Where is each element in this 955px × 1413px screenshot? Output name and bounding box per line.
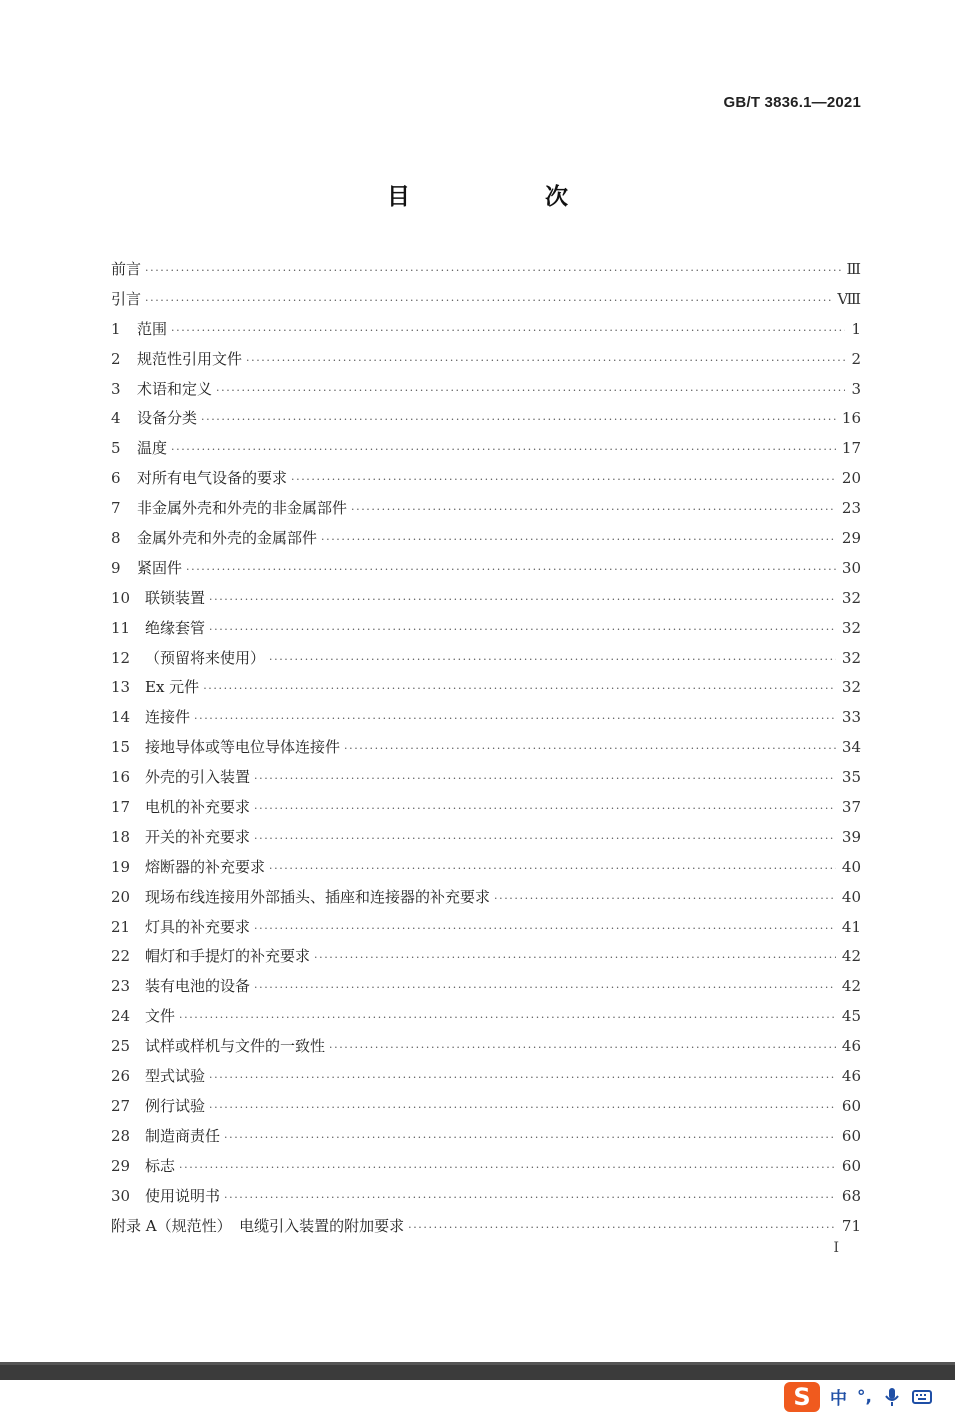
standard-code: GB/T 3836.1—2021	[723, 94, 861, 111]
toc-leader-dots	[408, 1213, 836, 1243]
toc-entry[interactable]	[111, 1212, 861, 1242]
toc-entry-page: 60	[841, 1156, 861, 1175]
toc-entry-label: 附录 A（规范性） 电缆引入装置的附加要求	[111, 1216, 405, 1235]
toc-entry[interactable]	[111, 972, 861, 1002]
toc-entry-label: 灯具的补充要求	[145, 917, 251, 936]
toc-entry-label: 文件	[145, 1007, 176, 1026]
toc-entry-label: 试样或样机与文件的一致性	[145, 1037, 326, 1056]
toc-entry[interactable]	[111, 315, 861, 345]
toc-entry[interactable]	[111, 404, 861, 434]
toc-entry[interactable]	[111, 853, 861, 883]
toc-entry[interactable]	[111, 703, 861, 733]
toc-entry-number: 25	[111, 1037, 131, 1056]
toc-entry-number: 27	[111, 1096, 131, 1115]
toc-leader-dots	[224, 1123, 836, 1153]
toc-entry[interactable]	[111, 942, 861, 972]
toc-entry-number: 28	[111, 1126, 131, 1145]
toc-leader-dots	[209, 615, 836, 645]
toc-entry-label: 温度	[137, 439, 168, 458]
toc-entry-number: 5	[111, 439, 121, 458]
toc-entry-number: 29	[111, 1156, 131, 1175]
toc-entry-page: 32	[841, 588, 861, 607]
toc-leader-dots	[179, 1003, 836, 1033]
toc-entry-number: 1	[111, 319, 121, 338]
toc-entry-label: Ex 元件	[145, 678, 200, 697]
toc-leader-dots	[254, 973, 836, 1003]
toc-entry[interactable]	[111, 823, 861, 853]
toc-entry-label: 引言	[111, 289, 142, 308]
toc-leader-dots	[209, 585, 836, 615]
toc-leader-dots	[254, 824, 836, 854]
toc-leader-dots	[201, 405, 836, 435]
toc-entry-number: 23	[111, 977, 131, 996]
toc-entry[interactable]	[111, 793, 861, 823]
toc-entry-label: 金属外壳和外壳的金属部件	[137, 529, 318, 548]
toc-entry-label: 连接件	[145, 708, 191, 727]
toc-entry-page: 2	[851, 349, 861, 368]
toc-entry-number: 14	[111, 708, 131, 727]
toc-entry[interactable]	[111, 375, 861, 405]
toc-entry[interactable]	[111, 733, 861, 763]
toc-leader-dots	[216, 376, 845, 406]
toc-entry-number: 16	[111, 768, 131, 787]
toc-entry[interactable]	[111, 255, 861, 285]
toc-leader-dots	[194, 704, 836, 734]
toc-entry[interactable]	[111, 434, 861, 464]
toc-entry-label: 绝缘套管	[145, 618, 206, 637]
toc-leader-dots	[186, 555, 836, 585]
toc-entry-number: 10	[111, 588, 131, 607]
toc-entry-page: 29	[841, 529, 861, 548]
toc-entry-number: 19	[111, 857, 131, 876]
toc-entry-page: 32	[841, 678, 861, 697]
toc-entry-number: 8	[111, 529, 121, 548]
toc-entry-page: 40	[841, 857, 861, 876]
toc-entry-page: 40	[841, 887, 861, 906]
toc-entry-number: 17	[111, 798, 131, 817]
toc-leader-dots	[254, 914, 836, 944]
toc-entry-label: 标志	[145, 1156, 176, 1175]
toc-leader-dots	[246, 346, 845, 376]
toc-entry-label: 电机的补充要求	[145, 798, 251, 817]
toc-entry-label: 帽灯和手提灯的补充要求	[145, 947, 311, 966]
toc-entry[interactable]	[111, 524, 861, 554]
toc-entry[interactable]	[111, 913, 861, 943]
toc-entry-page: 71	[841, 1216, 861, 1235]
toc-entry-page: Ⅷ	[837, 289, 861, 308]
toc-entry-page: 60	[841, 1096, 861, 1115]
toc-leader-dots	[179, 1153, 836, 1183]
toc-leader-dots	[171, 316, 845, 346]
toc-entry-number: 21	[111, 917, 131, 936]
toc-entry-label: 非金属外壳和外壳的非金属部件	[137, 499, 348, 518]
toc-entry[interactable]	[111, 1092, 861, 1122]
toc-entry[interactable]	[111, 1122, 861, 1152]
toc-entry-page: 41	[841, 917, 861, 936]
toc-leader-dots	[203, 674, 836, 704]
toc-entry-label: 规范性引用文件	[137, 349, 243, 368]
toc-leader-dots	[209, 1063, 836, 1093]
toc-entry[interactable]	[111, 584, 861, 614]
toc-entry-page: 23	[841, 499, 861, 518]
toc-entry-page: 37	[841, 798, 861, 817]
toc-entry-page: 16	[841, 409, 861, 428]
toc-entry-number: 22	[111, 947, 131, 966]
ime-mode-toggle[interactable]: 中	[830, 1389, 847, 1409]
toc-entry[interactable]	[111, 614, 861, 644]
toc-entry-label: 接地导体或等电位导体连接件	[145, 738, 341, 757]
toc-leader-dots	[494, 884, 836, 914]
toc-entry-page: Ⅲ	[846, 260, 861, 278]
toc-entry-number: 15	[111, 738, 131, 757]
toc-entry-number: 26	[111, 1067, 131, 1086]
toc-entry-page: 42	[841, 947, 861, 966]
toc-entry-label: 前言	[111, 260, 142, 278]
toc-entry-number: 3	[111, 379, 121, 398]
toc-entry-number: 9	[111, 558, 121, 577]
toc-entry-number: 4	[111, 409, 121, 428]
toc-leader-dots	[291, 465, 836, 495]
toc-entry-number: 13	[111, 678, 131, 697]
toc-entry-page: 32	[841, 618, 861, 637]
viewer-bottom-bar	[0, 1362, 955, 1380]
toc-leader-dots	[209, 1093, 836, 1123]
toc-entry-label: 联锁装置	[145, 588, 206, 607]
toc-entry-label: 装有电池的设备	[145, 977, 251, 996]
toc-entry[interactable]	[111, 1062, 861, 1092]
toc-entry-label: 使用说明书	[145, 1186, 221, 1205]
toc-leader-dots	[145, 286, 831, 316]
toc-entry[interactable]	[111, 763, 861, 793]
toc-entry-label: 范围	[137, 319, 168, 338]
toc-leader-dots	[145, 256, 841, 286]
toc-entry[interactable]	[111, 554, 861, 584]
page-number: I	[833, 1240, 839, 1256]
toc-entry[interactable]	[111, 345, 861, 375]
toc-entry-label: 开关的补充要求	[145, 827, 251, 846]
toc-leader-dots	[314, 943, 836, 973]
toc-leader-dots	[344, 734, 836, 764]
keyboard-icon[interactable]	[912, 1387, 932, 1407]
toc-entry-label: 外壳的引入装置	[145, 768, 251, 787]
toc-entry-page: 35	[841, 768, 861, 787]
toc-entry-number: 2	[111, 349, 121, 368]
toc-entry-label: （预留将来使用）	[145, 648, 266, 667]
toc-entry-number: 6	[111, 469, 121, 488]
toc-entry-page: 34	[841, 738, 861, 757]
toc-entry-page: 33	[841, 708, 861, 727]
toc-entry[interactable]	[111, 644, 861, 674]
toc-entry-page: 60	[841, 1126, 861, 1145]
toc-entry[interactable]	[111, 673, 861, 703]
toc-entry-label: 术语和定义	[137, 379, 213, 398]
toc-leader-dots	[171, 435, 836, 465]
toc-entry-label: 制造商责任	[145, 1126, 221, 1145]
toc-entry[interactable]	[111, 464, 861, 494]
toc-leader-dots	[254, 794, 836, 824]
toc-leader-dots	[321, 525, 836, 555]
toc-entry[interactable]	[111, 494, 861, 524]
toc-entry-page: 30	[841, 558, 861, 577]
toc-title: 目 次	[387, 184, 624, 210]
toc-entry-label: 紧固件	[137, 558, 183, 577]
toc-entry-page: 46	[841, 1037, 861, 1056]
toc-entry-page: 42	[841, 977, 861, 996]
toc-entry-number: 30	[111, 1186, 131, 1205]
toc-entry[interactable]	[111, 883, 861, 913]
horizontal-scrollbar[interactable]	[0, 1362, 955, 1365]
toc-entry-page: 45	[841, 1007, 861, 1026]
toc-entry-label: 型式试验	[145, 1067, 206, 1086]
toc-entry-label: 现场布线连接用外部插头、插座和连接器的补充要求	[145, 887, 491, 906]
toc-entry-page: 46	[841, 1067, 861, 1086]
toc-entry-number: 18	[111, 827, 131, 846]
toc-entry[interactable]	[111, 1002, 861, 1032]
toc-leader-dots	[329, 1033, 836, 1063]
toc-leader-dots	[224, 1183, 836, 1213]
toc-entry-page: 17	[841, 439, 861, 458]
toc-entry-number: 20	[111, 887, 131, 906]
toc-entry-page: 39	[841, 827, 861, 846]
toc-entry-page: 20	[841, 469, 861, 488]
toc-leader-dots	[269, 854, 836, 884]
toc-entry[interactable]	[111, 1182, 861, 1212]
ime-toolbar	[782, 1380, 955, 1413]
toc-entry-number: 24	[111, 1007, 131, 1026]
toc-entry-label: 设备分类	[137, 409, 198, 428]
toc-leader-dots	[254, 764, 836, 794]
toc-entry-label: 熔断器的补充要求	[145, 857, 266, 876]
toc-entry[interactable]	[111, 1032, 861, 1062]
toc-entry-page: 3	[851, 379, 861, 398]
toc-entry-number: 7	[111, 499, 121, 518]
toc-entry-page: 32	[841, 648, 861, 667]
ime-punctuation-toggle[interactable]: °,	[857, 1386, 872, 1407]
table-of-contents	[111, 255, 861, 1241]
toc-entry-page: 68	[841, 1186, 861, 1205]
sogou-logo-icon[interactable]: S	[784, 1382, 820, 1412]
toc-entry-page: 1	[851, 319, 861, 338]
toc-entry-label: 对所有电气设备的要求	[137, 469, 288, 488]
toc-entry[interactable]	[111, 1152, 861, 1182]
toc-entry[interactable]	[111, 285, 861, 315]
toc-entry-label: 例行试验	[145, 1096, 206, 1115]
toc-entry-number: 11	[111, 618, 131, 637]
microphone-icon[interactable]	[884, 1387, 900, 1407]
toc-entry-number: 12	[111, 648, 131, 667]
toc-leader-dots	[269, 645, 836, 675]
toc-leader-dots	[351, 495, 836, 525]
